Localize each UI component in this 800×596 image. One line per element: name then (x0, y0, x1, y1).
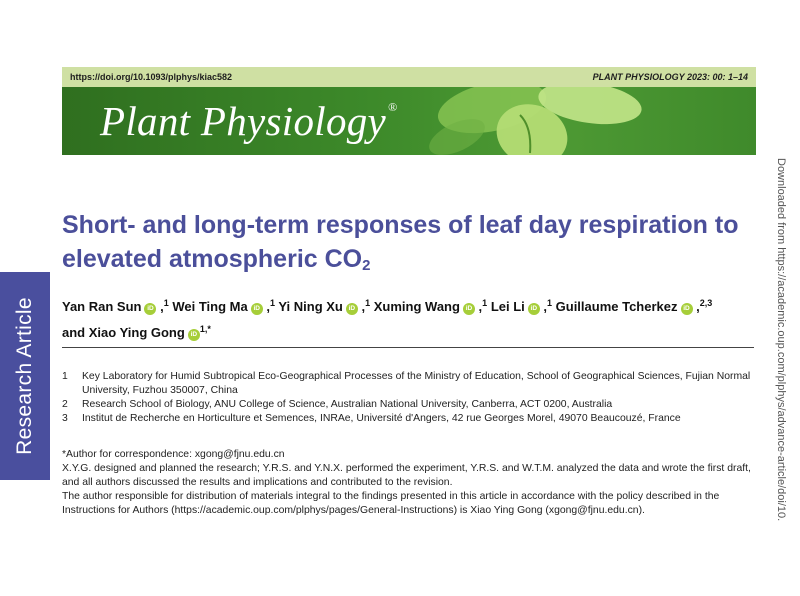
responsibility-note: The author responsible for distribution of materials integral to the findings presented in this article in accordance with the policy described in the Instructions for Authors (https://academic.oup.com/plphys/pages/General-Instructions) is Xiao Ying Gong (xgong@fjnu.edu.cn). (62, 491, 720, 516)
author-item: Lei Li iD ,$^1$ (490, 298, 553, 314)
affiliation-item (62, 370, 762, 398)
journal-banner (62, 87, 756, 155)
article-title: Short- and long-term responses of leaf day respiration to elevated atmospheric $CO_2$ (62, 211, 739, 274)
author-name[interactable]: Yi Ning Xu (278, 299, 343, 314)
affiliation-number: 1 (62, 371, 68, 382)
author-notes (62, 448, 762, 518)
affiliation-text: Research School of Biology, ANU College of Science, Australian National University, Canberra, ACT 0200, Australia (82, 399, 613, 410)
affiliation-number: 2 (62, 399, 68, 410)
correspondence-note: *Author for correspondence: xgong@fjnu.edu.cn (62, 449, 285, 460)
author-name[interactable]: Yan Ran Sun (62, 299, 142, 314)
author-affiliation-marker: 1 (163, 298, 169, 308)
affiliation-list (62, 370, 762, 426)
doi-link[interactable]: https://doi.org/10.1093/plphys/kiac582 (70, 72, 233, 82)
orcid-icon[interactable]: iD (346, 303, 358, 315)
author-name[interactable]: Lei Li (490, 299, 525, 314)
journal-title: Plant Physiology ® (100, 98, 398, 144)
registered-mark: ® (388, 100, 398, 114)
contributions-note: X.Y.G. designed and planned the research; Y.R.S. and Y.N.X. performed the experiment, Y.R.S. and W.T.M. analyzed the data and wrote the first draft, and all authors discussed the results and implications and contributed to the revision. (62, 463, 751, 488)
author-affiliation-marker: 1 (482, 298, 488, 308)
author-item: Guillaume Tcherkez iD ,$^{2,3}$ (555, 298, 713, 314)
affiliation-text: Institut de Recherche en Horticulture et Semences, INRAe, Université d'Angers, 42 rue Georges Morel, 49070 Beaucouzé, France (82, 413, 681, 424)
author-affiliation-marker: 2,3 (699, 298, 713, 308)
author-name[interactable]: Wei Ting Ma (172, 299, 248, 314)
journal-info-strip (62, 67, 756, 87)
affiliation-item (62, 412, 762, 426)
author-list (62, 292, 762, 344)
author-item: Yi Ning Xu iD ,$^1$ (278, 298, 371, 314)
author-affiliation-marker: 1 (365, 298, 371, 308)
orcid-icon[interactable]: iD (251, 303, 263, 315)
author-item: Wei Ting Ma iD ,$^1$ (172, 298, 275, 314)
orcid-icon[interactable]: iD (681, 303, 693, 315)
author-name[interactable]: Xuming Wang (373, 299, 460, 314)
orcid-icon[interactable]: iD (188, 329, 200, 341)
orcid-icon[interactable]: iD (463, 303, 475, 315)
author-affiliation-marker: 1 (547, 298, 553, 308)
author-name[interactable]: Guillaume Tcherkez (555, 299, 678, 314)
author-affiliation-marker: 1 (269, 298, 275, 308)
affiliation-item (62, 398, 762, 412)
author-item: Yan Ran Sun iD ,$^1$ (62, 298, 169, 314)
divider (62, 347, 754, 348)
affiliation-text: Key Laboratory for Humid Subtropical Eco-Geographical Processes of the Ministry of Education, School of Geographical Sciences, Fujian Normal University, Fuzhou 350007, China (82, 371, 751, 396)
author-name[interactable]: Xiao Ying Gong (88, 325, 185, 340)
download-note: Downloaded from https://academic.oup.com/plphys/advance-article/doi/10. (775, 158, 787, 522)
author-item: Xuming Wang iD ,$^1$ (373, 298, 488, 314)
author-item (89, 325, 211, 340)
article-type-tab (0, 272, 50, 480)
affiliation-number: 3 (62, 413, 68, 424)
author-conjunction: and (62, 325, 86, 340)
article-type-label: Research Article (13, 297, 37, 455)
orcid-icon[interactable]: iD (528, 303, 540, 315)
journal-citation: PLANT PHYSIOLOGY 2023: 00: 1–14 (592, 72, 748, 82)
author-affiliation-marker: 1,* (199, 324, 211, 334)
orcid-icon[interactable]: iD (144, 303, 156, 315)
